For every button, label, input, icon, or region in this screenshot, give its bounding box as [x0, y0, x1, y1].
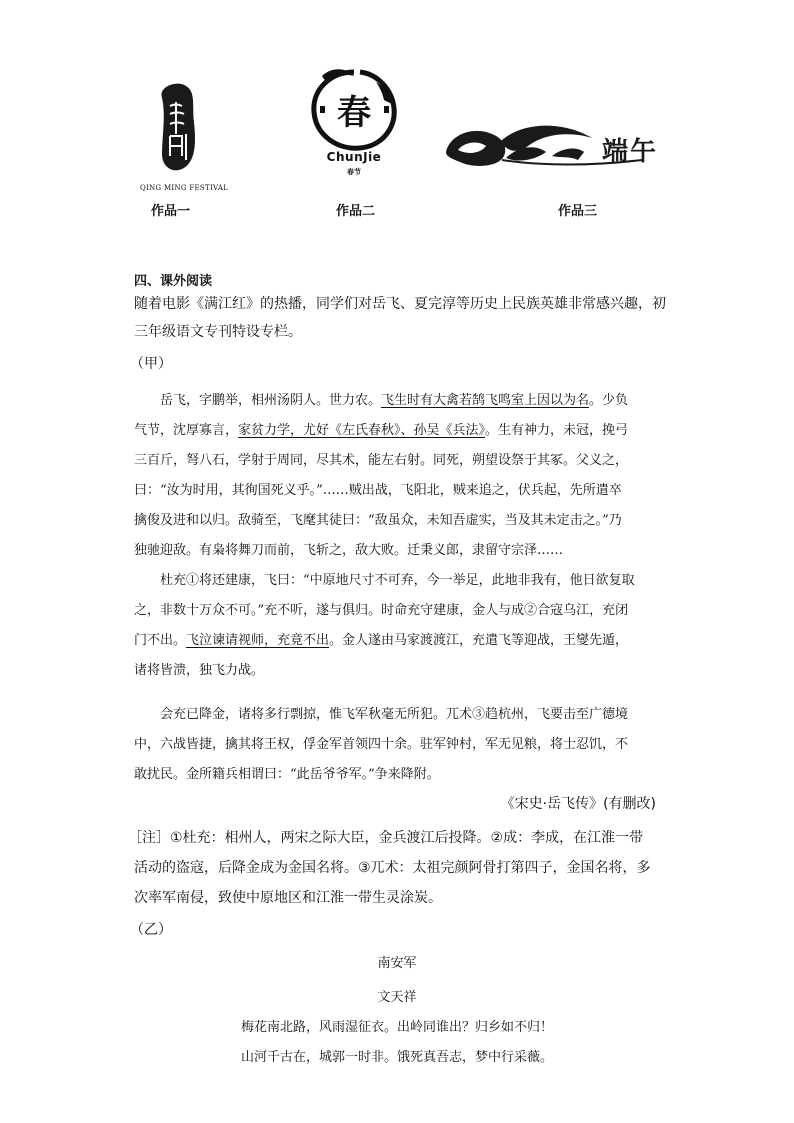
- text-segment: 会充已降金，诸将多行剽掠，惟飞军秋毫无所犯。兀术③趋杭州，飞要击至广德境: [134, 707, 629, 722]
- caption-work3: 作品三: [558, 204, 598, 219]
- jia-source: 《宋史·岳飞传》(有删改): [500, 796, 656, 812]
- poem-title: 南安军: [377, 956, 417, 971]
- qingming-festival-text: QING MING FESTIVAL: [140, 184, 229, 192]
- text-segment: 。少负: [589, 393, 629, 408]
- poem-line-1: 梅花南北路，风雨湿征衣。出岭同谁出？归乡如不归！: [240, 1020, 553, 1035]
- text-line: [134, 596, 674, 626]
- logo-qingming: [140, 76, 229, 196]
- text-line: [134, 656, 674, 686]
- text-segment: 之，非数十万众不可。”充不听，遂与俱归。时命充守建康，金人与成②合寇乌江，充闭: [134, 603, 629, 618]
- text-line: [134, 476, 674, 506]
- duanwu-text: 端午: [601, 137, 659, 167]
- jia-paragraph-2: [134, 566, 674, 686]
- text-segment: 岳飞，字鹏举，相州汤阴人。世力农。: [134, 393, 382, 408]
- section-heading: 四、课外阅读: [134, 274, 213, 289]
- text-segment: 擒俊及进和以归。敌骑至，飞麾其徒曰：“敌虽众，未知吾虚实，当及其未定击之。”乃: [134, 513, 622, 528]
- duanwu-dragon-boat-emblem: [442, 116, 682, 174]
- label-jia: （甲）: [130, 356, 172, 372]
- chunjie-character: 春: [337, 93, 371, 133]
- text-line: [134, 700, 674, 730]
- intro-line-1: 随着电影《满江红》的热播，同学们对岳飞、夏完淳等历史上民族英雄非常感兴趣，初: [134, 296, 666, 312]
- jia-paragraph-3: [134, 700, 674, 790]
- notes-line-1: ［注］①杜充：相州人，两宋之际大臣，金兵渡江后投降。②成：李成，在江淮一带: [128, 830, 644, 846]
- text-segment: 敢扰民。金所籍兵相谓曰：“此岳爷爷军。”争来降附。: [134, 767, 440, 782]
- poem-author: 文天祥: [377, 990, 417, 1005]
- poem-line-2: 山河千古在，城郭一时非。饿死真吾志，梦中行采薇。: [240, 1050, 553, 1065]
- text-line: [134, 386, 674, 416]
- text-line: [134, 506, 674, 536]
- text-line: [134, 730, 674, 760]
- jia-paragraph-1: [134, 386, 674, 566]
- text-segment: 。生有神力，未冠，挽弓: [485, 423, 629, 438]
- text-segment: 。金人遂由马家渡渡江，充遣飞等迎战，王燮先遁，: [329, 633, 629, 648]
- text-segment: 独驰迎敌。有枭将舞刀而前，飞斩之，敌大败。迁秉义郎，隶留守宗泽……: [134, 543, 564, 558]
- chunjie-circle-emblem: [304, 64, 404, 154]
- chunjie-latin-text: ChunJie: [326, 150, 382, 164]
- caption-work1: 作品一: [151, 204, 191, 219]
- text-line: [134, 566, 674, 596]
- text-segment: 诸将皆溃，独飞力战。: [134, 663, 265, 678]
- text-line: [134, 760, 674, 790]
- notes-line-2: 活动的盗寇，后降金成为金国名将。③兀术：太祖完颜阿骨打第四子，金国名将，多: [134, 860, 651, 876]
- text-line: [134, 416, 674, 446]
- chunjie-subtext: 春节: [347, 168, 361, 176]
- text-segment: 三百斤，弩八石，学射于周同，尽其术，能左右射。同死，朔望设祭于其冢。父义之，: [134, 453, 629, 468]
- text-line: [134, 446, 674, 476]
- label-yi: （乙）: [130, 922, 172, 938]
- underlined-phrase: 飞生时有大禽若鹄飞鸣室上因以为名: [381, 393, 590, 408]
- qingming-brush-emblem: [140, 76, 229, 196]
- notes-line-3: 次率军南侵，致使中原地区和江淮一带生灵涂炭。: [134, 890, 442, 906]
- text-segment: 中，六战皆捷，擒其将王权，俘金军首领四十余。驻军钟村，军无见粮，将士忍饥，不: [134, 737, 629, 752]
- text-line: [134, 536, 674, 566]
- logo-chunjie: [304, 64, 404, 179]
- logo-duanwu: [442, 116, 682, 174]
- underlined-phrase: 飞泣谏请视师，充竟不出: [186, 633, 330, 648]
- intro-line-2: 三年级语文专刊特设专栏。: [134, 324, 302, 340]
- caption-work2: 作品二: [336, 204, 376, 219]
- text-segment: 门不出。: [134, 633, 187, 648]
- text-segment: 气节，沈厚寡言，: [134, 423, 239, 438]
- text-line: [134, 626, 674, 656]
- text-segment: 杜充①将还建康，飞曰：“中原地尺寸不可弃，今一举足，此地非我有，他日欲复取: [134, 573, 635, 588]
- underlined-phrase: 家贫力学，尤好《左氏春秋》、孙吴《兵法》: [238, 423, 486, 438]
- text-segment: 曰：“汝为时用，其徇国死义乎。”……贼出战，飞阳北，贼来追之，伏兵起，先所遣卒: [134, 483, 622, 498]
